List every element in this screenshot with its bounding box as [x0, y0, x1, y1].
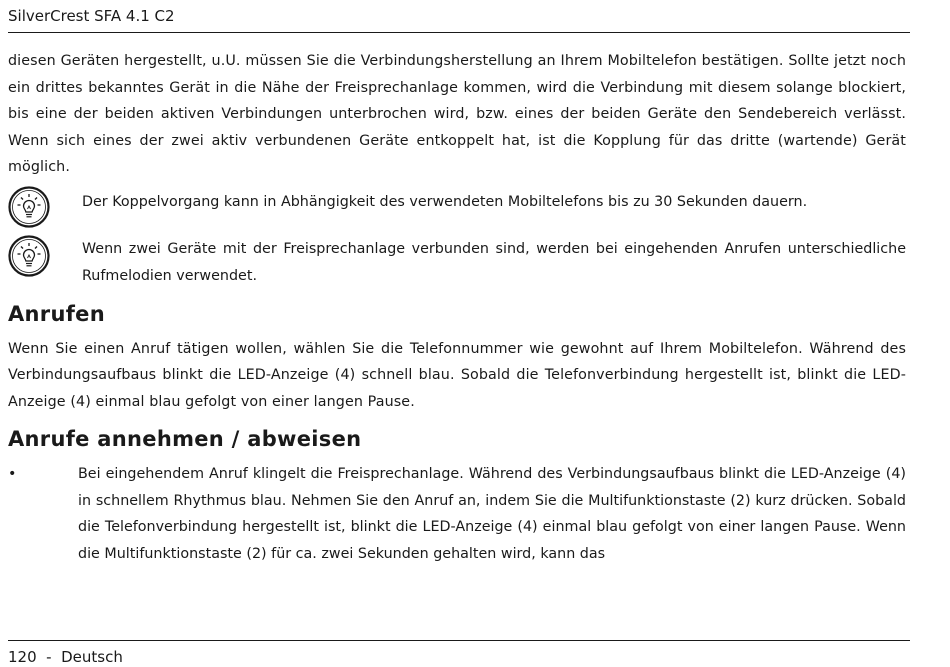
- page-footer: [8, 647, 123, 667]
- hint-note: [8, 232, 906, 290]
- hint-note: [8, 183, 906, 228]
- section-heading-anrufe-annehmen: Anrufe annehmen / abweisen: [8, 427, 362, 451]
- footer-text: 120 - Deutsch: [8, 648, 123, 666]
- bullet-symbol: •: [8, 466, 17, 482]
- bullet-item: [8, 461, 906, 567]
- section-heading-anrufen: Anrufen: [8, 301, 105, 326]
- header-title: SilverCrest SFA 4.1 C2: [8, 7, 175, 25]
- hint-text: Der Koppelvorgang kann in Abhängigkeit des verwendeten Mobiltelefons bis zu 30 Sekunden dauern.: [82, 193, 808, 210]
- hint-text: Wenn zwei Geräte mit der Freisprechanlage verbunden sind, werden bei eingehenden Anrufen unterschiedliche Rufmelodien verwendet.: [82, 240, 906, 284]
- page-content: [8, 48, 906, 567]
- lightbulb-icon: [8, 235, 50, 277]
- anrufen-paragraph: Wenn Sie einen Anruf tätigen wollen, wählen Sie die Telefonnummer wie gewohnt auf Ihrem Mobiltelefon. Während des Verbindungsaufbaus blinkt die LED-Anzeige (4) schnell blau. Sobald die Telefonverbindung hergestellt ist, blinkt die LED-Anzeige (4) einmal blau gefolgt von einer langen Pause.: [8, 340, 906, 410]
- footer-divider: [8, 640, 910, 641]
- bullet-text: Bei eingehendem Anruf klingelt die Freisprechanlage. Während des Verbindungsaufbaus blinkt die LED-Anzeige (4) in schnellem Rhythmus blau. Nehmen Sie den Anruf an, indem Sie die Multifunktionstaste (2) kurz drücken. Sobald die Telefonverbindung hergestellt ist, blinkt die LED-Anzeige (4) einmal blau gefolgt von einer langen Pause. Wenn die Multifunktionstaste (2) für ca. zwei Sekunden gehalten wird, kann das: [78, 466, 906, 562]
- page-header: [8, 6, 910, 33]
- lightbulb-icon: [8, 186, 50, 228]
- intro-paragraph: diesen Geräten hergestellt, u.U. müssen Sie die Verbindungsherstellung an Ihrem Mobiltelefon bestätigen. Sollte jetzt noch ein drittes bekanntes Gerät in die Nähe der Freisprechanlage kommen, wird die Verbindung mit diesem solange blockiert, bis eine der beiden aktiven Verbindungen unterbrochen wird, bzw. eines der beiden Geräte den Sendebereich verlässt. Wenn sich eines der zwei aktiv verbundenen Geräte entkoppelt hat, ist die Kopplung für das dritte (wartende) Gerät möglich.: [8, 53, 906, 175]
